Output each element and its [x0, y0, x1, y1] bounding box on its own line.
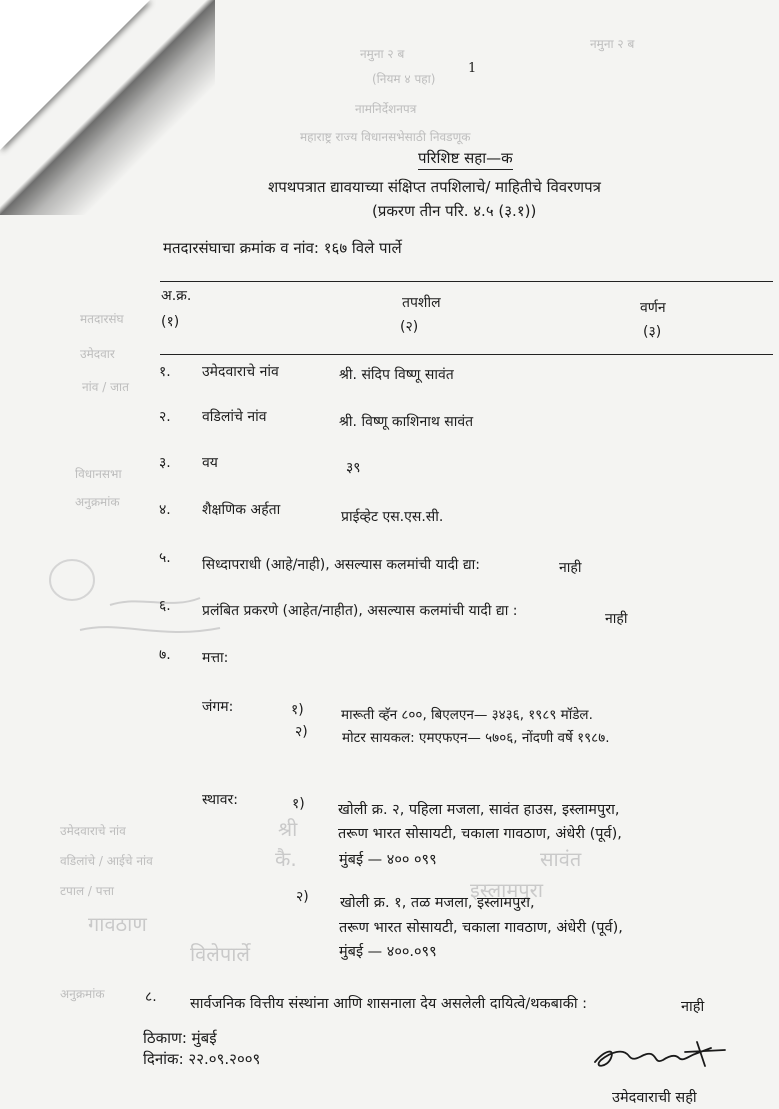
- row-value: ३९: [346, 460, 361, 476]
- row-value: श्री. विष्णू काशिनाथ सावंत: [339, 414, 474, 430]
- show-through-text: उमेदवाराचे नांव: [60, 824, 126, 838]
- column-serial-number: (१): [161, 314, 180, 330]
- row-label: प्रलंबित प्रकरणे (आहेत/नाहीत), असल्यास कलमांची यादी द्या :: [202, 603, 518, 619]
- show-through-handwriting: कै.: [275, 847, 297, 871]
- show-through-text: नमुना २ ब: [360, 47, 405, 61]
- show-through-handwriting: गावठाण: [88, 912, 147, 936]
- row-number: १.: [159, 364, 171, 380]
- asset-text: मोटर सायकल: एमएफएन— ५७०६, नोंदणी वर्षे १९८७.: [342, 730, 610, 746]
- column-details-number: (२): [400, 319, 419, 335]
- immovable-label: स्थावर:: [202, 792, 238, 808]
- row-number: ६.: [159, 598, 171, 614]
- asset-number: १): [292, 796, 305, 812]
- row-value: नाही: [681, 999, 705, 1015]
- row-label: वडिलांचे नांव: [202, 409, 267, 425]
- row-number: २.: [159, 409, 171, 425]
- show-through-text: नमुना २ ब: [590, 37, 635, 51]
- row-label: सार्वजनिक वित्तीय संस्थांना आणि शासनाला देय असलेली दायित्वे/थकबाकी :: [190, 996, 588, 1012]
- show-through-text: अनुक्रमांक: [60, 987, 105, 1001]
- constituency-line: मतदारसंघाचा क्रमांक व नांव: १६७ विले पार्ले: [163, 239, 402, 257]
- show-through-text: महाराष्ट्र राज्य विधानसभेसाठी निवडणूक: [300, 130, 471, 144]
- date-line: दिनांक: २२.०९.२००९: [143, 1050, 261, 1068]
- row-value: प्राईव्हेट एस.एस.सी.: [341, 509, 444, 525]
- show-through-text: वडिलांचे / आईचे नांव: [60, 854, 153, 868]
- asset-text: मारूती व्हॅन ८००, बिएलएन— ३४३६, १९८९ मॉडेल.: [341, 707, 593, 723]
- asset-address-line: मुंबई — ४०० ०९९: [339, 852, 437, 868]
- show-through-text: मतदारसंघ: [80, 312, 124, 326]
- column-serial: अ.क्र.: [161, 288, 192, 304]
- row-label: मत्ता:: [202, 650, 229, 666]
- row-number: ३.: [159, 455, 171, 471]
- row-number: ८.: [145, 989, 157, 1005]
- asset-number: १): [291, 702, 304, 718]
- column-description-number: (३): [643, 324, 662, 340]
- show-through-text: उमेदवार: [80, 347, 115, 361]
- asset-address-line: तरूण भारत सोसायटी, चकाला गावठाण, अंधेरी (पूर्व),: [339, 920, 623, 936]
- header-bottom-rule: [160, 354, 773, 355]
- asset-address-line: खोली क्र. १, तळ मजला, इस्लामपुरा,: [340, 895, 535, 911]
- row-number: ५.: [159, 550, 171, 566]
- place-line: ठिकाण: मुंबई: [143, 1029, 217, 1047]
- show-through-text: नांव / जात: [82, 380, 129, 394]
- header-top-rule: [160, 281, 773, 282]
- column-details: तपशील: [402, 295, 441, 311]
- row-label: सिध्दापराधी (आहे/नाही), असल्यास कलमांची यादी द्या:: [202, 557, 480, 573]
- row-value: नाही: [605, 611, 628, 627]
- movable-label: जंगम:: [202, 699, 234, 715]
- asset-number: २): [295, 724, 308, 740]
- row-label: शैक्षणिक अर्हता: [202, 502, 281, 518]
- column-description: वर्णन: [640, 300, 666, 316]
- appendix-title: परिशिष्ट सहा—क: [418, 148, 513, 170]
- candidate-signature: [585, 1028, 735, 1078]
- row-number: ७.: [159, 647, 171, 663]
- row-label: वय: [202, 455, 218, 471]
- show-through-handwriting: इस्लामपुरा: [470, 878, 544, 902]
- document-subtitle: शपथपत्रात द्यावयाच्या संक्षिप्त तपशिलाचे/ माहितीचे विवरणपत्र: [268, 178, 601, 196]
- show-through-text: अनुक्रमांक: [75, 495, 120, 509]
- document-reference: (प्रकरण तीन परि. ४.५ (३.१)): [372, 202, 537, 220]
- show-through-text: (नियम ४ पहा): [372, 72, 436, 86]
- folded-corner: [0, 0, 150, 150]
- show-through-text: विधानसभा: [75, 467, 122, 481]
- page-number: 1: [468, 61, 477, 76]
- asset-address-line: तरूण भारत सोसायटी, चकाला गावठाण, अंधेरी (पूर्व),: [338, 826, 622, 842]
- signature-label: उमेदवाराची सही: [612, 1090, 697, 1106]
- asset-address-line: खोली क्र. २, पहिला मजला, सावंत हाउस, इस्लामपुरा,: [338, 802, 620, 818]
- row-value: श्री. संदिप विष्णू सावंत: [339, 367, 454, 383]
- show-through-handwriting: सावंत: [540, 847, 582, 871]
- row-number: ४.: [159, 502, 171, 518]
- show-through-handwriting: विलेपार्ले: [190, 942, 250, 966]
- asset-number: २): [296, 889, 309, 905]
- show-through-text: नामनिर्देशनपत्र: [355, 102, 417, 116]
- asset-address-line: मुंबई — ४००.०९९: [339, 944, 437, 960]
- show-through-text: टपाल / पत्ता: [60, 884, 114, 898]
- row-value: नाही: [559, 560, 582, 576]
- row-label: उमेदवाराचे नांव: [202, 364, 279, 380]
- show-through-handwriting: श्री: [278, 817, 298, 841]
